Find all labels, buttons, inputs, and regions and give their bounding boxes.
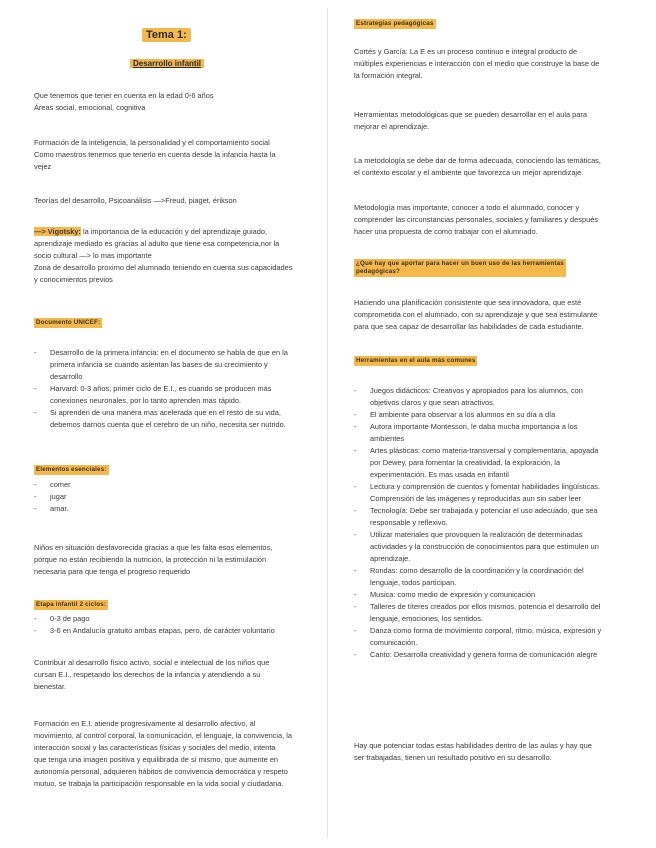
paragraph: Cortés y García: La E es un proceso continuo e integral producto de múltiples experiencias e interacción con el medio que construye la base de la formación integral. bbox=[354, 47, 600, 80]
text-line: porque no están recibiendo la nutrición, la protección ni la estimulación bbox=[34, 555, 267, 564]
list-item: - Tecnología: Debe ser trabajada y potenciar el uso adecuado, que sea responsable y reflexivo. bbox=[354, 506, 598, 527]
list-item: - Harvard: 0-3 años, primer ciclo de E.I., es cuando se producen mas conexiones neuronales, por lo tanto aprenden mas rápido. bbox=[34, 384, 272, 405]
strategies-heading: Estrategias pedagógicas bbox=[356, 20, 434, 27]
stages-heading: Etapa infantil 2 ciclos: bbox=[36, 601, 107, 608]
text-line: mutuo, se trabaja la participación responsable en la vida social y ciudadana. bbox=[34, 779, 284, 788]
formation-block bbox=[34, 137, 276, 173]
list-item: - 0-3 de pago bbox=[34, 614, 90, 623]
text-line: y conocimientos previos bbox=[34, 275, 113, 284]
list-item: - Danza como forma de movimiento corporal, ritmo, música, expresión y comunicación. bbox=[354, 626, 602, 647]
text-line: bienestar. bbox=[34, 682, 67, 691]
list-item: - Canto: Desarrolla creatividad y genera forma de comunicación alegre bbox=[354, 650, 598, 659]
text-line: Como maestros tenemos que tenerlo en cuenta desde la infancia hasta la bbox=[34, 150, 276, 159]
closing-paragraph: Hay que potenciar todas estas habilidades dentro de las aulas y hay que ser trabajadas, tienen un resultado positivo en su desarrollo. bbox=[354, 741, 592, 762]
text-line: Áreas social, emocional, cognitiva bbox=[34, 103, 146, 112]
paragraph: La metodología se debe dar de forma adecuada, conociendo las temáticas, el contexto escolar y el ambiente que favorezca un mejor aprendizaje. bbox=[354, 156, 601, 177]
text-line: interacción social y las características físicas y sociales del medio, intenta bbox=[34, 743, 276, 752]
text-line: autonomía personal, adquieren hábitos de convivencia democrática y respeto bbox=[34, 767, 288, 776]
text-line: vejez bbox=[34, 162, 52, 171]
question-heading: ¿Qué hay que aportar para hacer un buen uso de las herramientas pedagógicas? bbox=[356, 260, 564, 275]
tools-heading: Herramientas en el aula más comunes bbox=[356, 357, 476, 364]
text-line: aprendizaje mediado es gracias al adulto que tiene esa competencia,nor la bbox=[34, 239, 280, 248]
intro-block bbox=[34, 90, 214, 114]
text-line: cursan E.I., respetando los derechos de la infancia y atendiendo a su bbox=[34, 670, 261, 679]
text-line: Niños en situación desfavorecida gracias a que les falta esos elementos, bbox=[34, 543, 273, 552]
list-item: - jugar bbox=[34, 492, 67, 501]
list-item: - Musica: como medio de expresión y comunicación bbox=[354, 590, 536, 599]
paragraph: Haciendo una planificación consistente que sea innovadora, que esté comprometida con el alumnado, con su aprendizaje y que sea estimulante para que sea capaz de desarrollar las habilidades de cada estudiante. bbox=[354, 298, 598, 331]
text-line: Contribuir al desarrollo físico activo, social e intelectual de los niños que bbox=[34, 658, 270, 667]
theories-line: Teorías del desarrollo, Psicoanálisis —>Freud, piaget, érikson bbox=[34, 196, 237, 205]
vigotsky-highlight: —> Vigotsky: bbox=[34, 227, 81, 236]
text-line: Formación en E.I. atiende progresivamente al desarrollo afectivo, al bbox=[34, 719, 256, 728]
text-line: Zona de desarrollo proximo del alumnado teniendo en cuenta sus capacidades bbox=[34, 263, 293, 272]
page-title: Tema 1: bbox=[142, 28, 191, 42]
list-item: - Rondas: como desarrollo de la coordinación y la coordinación del lenguaje, todos participan. bbox=[354, 566, 584, 587]
vigotsky-block: —> Vigotsky: la importancia de la educación y del aprendizaje guiado, aprendizaje mediado es gracias al adulto que tiene esa competencia,nor la socio cultural —> lo mas importante Zona de desarrollo proximo del alumnado teniendo en cuenta sus capacidades y conocimientos previos bbox=[34, 227, 293, 284]
list-item: - Artes plásticas: como materia-transversal y complementaria, apoyada por Dewey, para fomentar la creatividad, la exploración, la experimentación. Es mas usada en infantil bbox=[354, 446, 599, 479]
text-line: Que tenemos que tener en cuenta en la edad 0-6 años bbox=[34, 91, 214, 100]
list-item: - 3-6 en Andalucía gratuito ambas etapas, pero, de carácter voluntario bbox=[34, 626, 275, 635]
list-item: - Talleres de títeres creados por ellos mismos, potencia el desarrollo del lenguaje, emociones, los sentidos. bbox=[354, 602, 601, 623]
list-item: - comer bbox=[34, 480, 71, 489]
list-item: - El ambiente para observar a los alumnos en su día a día bbox=[354, 410, 556, 419]
paragraph: Metodología mas importante, conocer a todo el alumnado, conocer y comprender las circunstancias personales, sociales y familiares y después hacer una propuesta de como trabajar con el alumnado. bbox=[354, 203, 599, 236]
elements-list bbox=[34, 479, 312, 515]
text-line: necesaria para que tenga el progreso requerido bbox=[34, 567, 191, 576]
elements-heading: Elementos esenciales: bbox=[36, 466, 107, 473]
list-item: - Utilizar materiales que provoquen la realización de determinadas actividades y la construcción de conocimientos para que estimulen un aprendizaje. bbox=[354, 530, 599, 563]
list-item: - amar. bbox=[34, 504, 69, 513]
list-item: - Si aprenden de una manera mas acelerada que en el resto de su vida, debemos darnos cuenta que el cerebro de un niño, necesita ser nutrido. bbox=[34, 408, 286, 429]
text-line: socio cultural —> lo mas importante bbox=[34, 251, 152, 260]
training-block bbox=[34, 718, 292, 790]
text-line: movimiento, al control corporal, la comunicación, el lenguaje, la convivencia, la bbox=[34, 731, 292, 740]
text-line: que tenga una imagen positiva y equilibrada de sí mismo, que aumente en bbox=[34, 755, 279, 764]
list-item: - Juegos didácticos: Creativos y apropiados para los alumnos, con objetivos claros y que sean atractivos. bbox=[354, 386, 583, 407]
unicef-heading: Documento UNICEF: bbox=[36, 319, 101, 326]
tools-list bbox=[354, 385, 626, 661]
list-item: - Autora importante Montessori, le daba mucha importancia a los ambientes bbox=[354, 422, 578, 443]
column-divider bbox=[327, 8, 328, 838]
unicef-list bbox=[34, 347, 312, 431]
stages-list bbox=[34, 613, 312, 637]
contribute-block bbox=[34, 657, 269, 693]
paragraph: Herramientas metodológicas que se pueden desarrollar en el aula para mejorar el aprendizaje. bbox=[354, 110, 587, 131]
page-subtitle: Desarrollo infantil bbox=[130, 59, 204, 68]
text-line: Formación de la inteligencia, la personalidad y el comportamiento social bbox=[34, 138, 270, 147]
vulnerable-block bbox=[34, 542, 272, 578]
list-item: - Desarrollo de la primera infancia: en el documento se habla de que en la primera infancia se cuando asientan las bases de su crecimiento y desarrollo bbox=[34, 348, 288, 381]
list-item: - Lectura y comprensión de cuentos y fomentar habilidades lingüísticas. Comprensión de las imágenes y reproducirlas aun sin saber leer bbox=[354, 482, 601, 503]
